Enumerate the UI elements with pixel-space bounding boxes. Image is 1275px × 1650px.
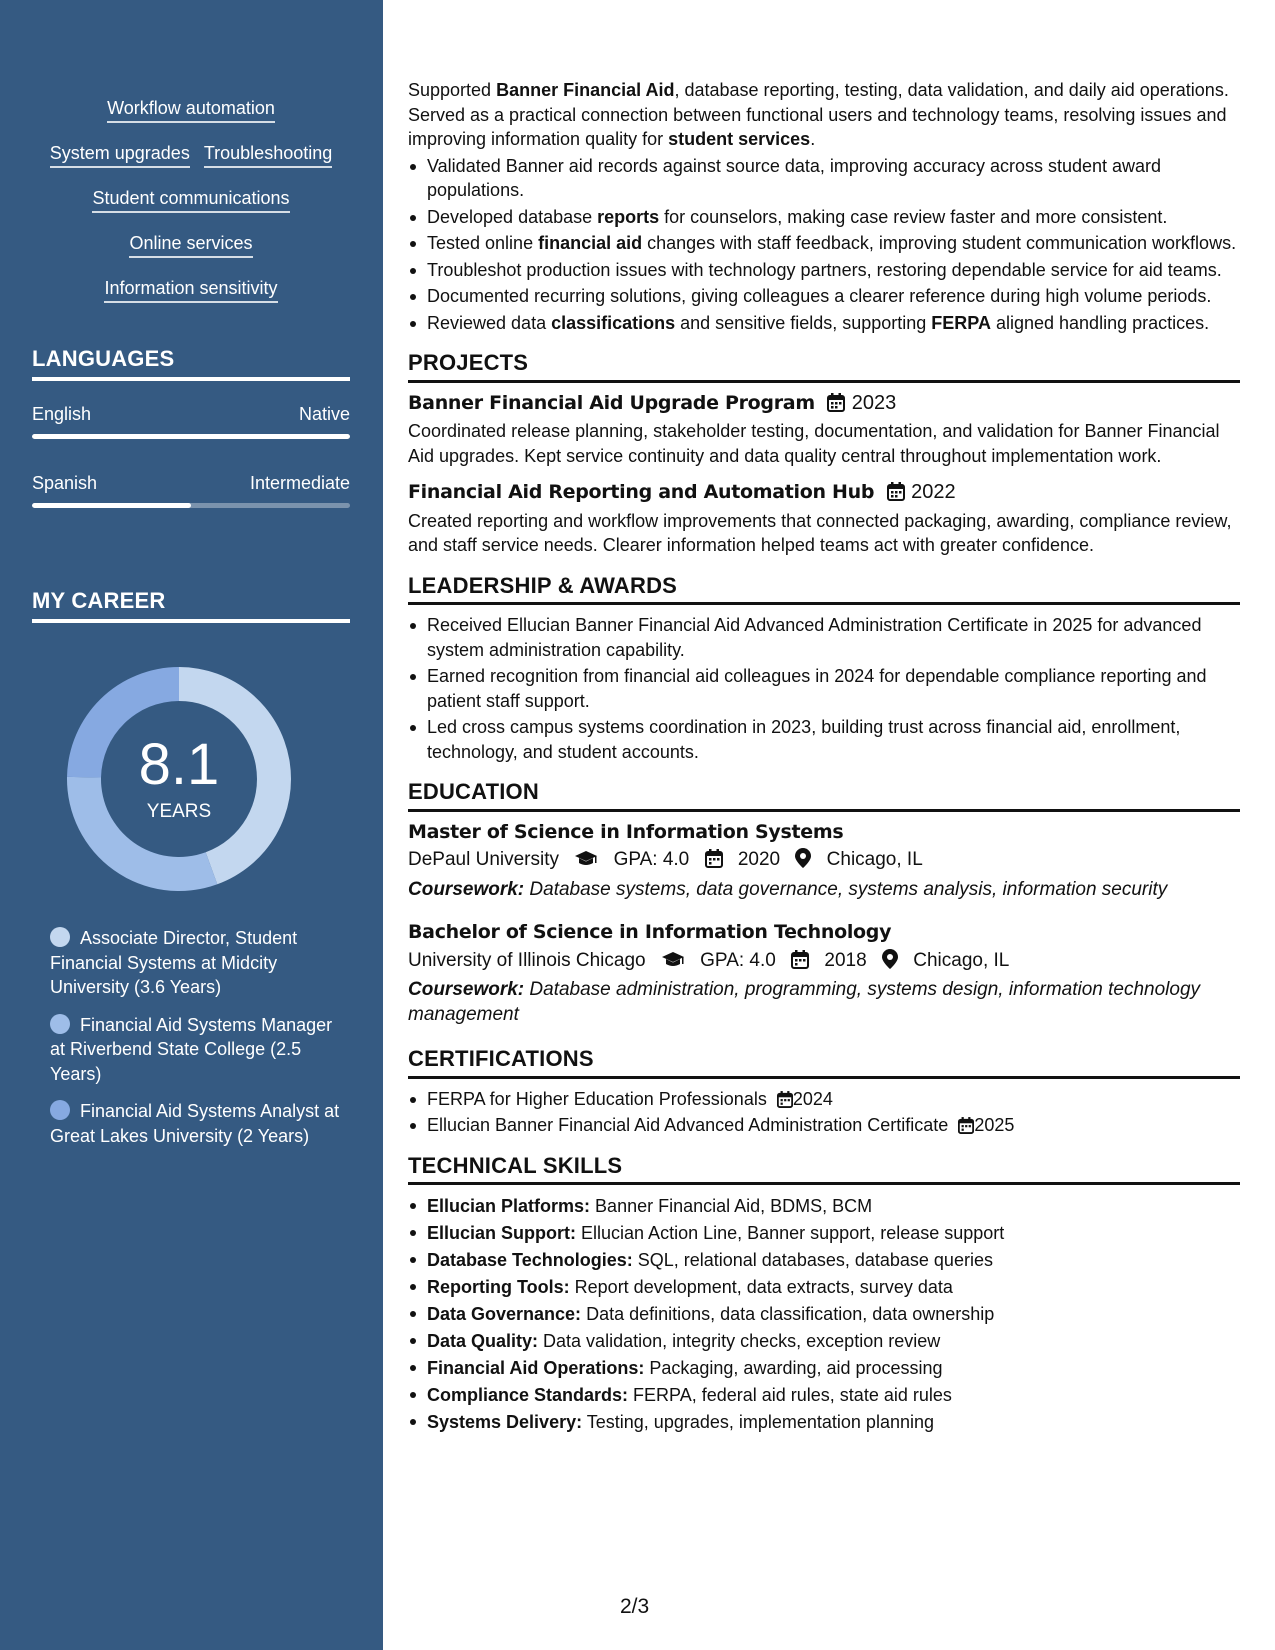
graduation-year: 2018 bbox=[824, 949, 867, 971]
technical-skills-heading: TECHNICAL SKILLS bbox=[408, 1154, 1240, 1186]
list-item: Tested online financial aid changes with staff feedback, improving student communication workflows. bbox=[408, 231, 1240, 256]
certification-name: Ellucian Banner Financial Aid Advanced Administration Certificate bbox=[427, 1115, 949, 1135]
gpa: GPA: 4.0 bbox=[613, 849, 690, 870]
list-item: Reviewed data classifications and sensitive fields, supporting FERPA aligned handling practices. bbox=[408, 311, 1240, 336]
certification-name: FERPA for Higher Education Professionals bbox=[427, 1088, 767, 1109]
career-item-text: Associate Director, Student Financial Systems at Midcity University (3.6 Years) bbox=[50, 928, 298, 997]
education-item bbox=[408, 820, 1240, 903]
career-item bbox=[50, 1099, 340, 1148]
career-item-text: Financial Aid Systems Manager at Riverbend State College (2.5 Years) bbox=[50, 1014, 333, 1084]
project-title: Financial Aid Reporting and Automation Hub bbox=[408, 481, 875, 503]
language-name: Spanish bbox=[32, 473, 98, 493]
project-item bbox=[408, 391, 1240, 469]
graduation-cap-icon bbox=[661, 951, 685, 969]
language-bar-fill bbox=[32, 434, 350, 439]
language-spanish bbox=[32, 473, 350, 508]
leadership-heading: LEADERSHIP & AWARDS bbox=[408, 574, 1240, 606]
language-bar-fill bbox=[32, 503, 191, 508]
language-bar bbox=[32, 434, 350, 439]
career-list bbox=[50, 926, 340, 1161]
list-item bbox=[408, 1113, 1240, 1138]
list-item: Ellucian Platforms: Banner Financial Aid, BDMS, BCM bbox=[408, 1193, 1240, 1220]
language-level: Native bbox=[298, 404, 350, 424]
list-item: Systems Delivery: Testing, upgrades, implementation planning bbox=[408, 1409, 1240, 1436]
location: Chicago, IL bbox=[913, 949, 1010, 971]
list-item: Database Technologies: SQL, relational databases, database queries bbox=[408, 1247, 1240, 1274]
list-item: Compliance Standards: FERPA, federal aid rules, state aid rules bbox=[408, 1382, 1240, 1409]
project-item bbox=[408, 480, 1240, 558]
skill-tag: Information sensitivity bbox=[104, 277, 277, 303]
career-total-years: 8.1 bbox=[138, 732, 220, 797]
graduation-year: 2020 bbox=[737, 849, 781, 870]
gpa: GPA: 4.0 bbox=[700, 949, 776, 971]
project-description: Coordinated release planning, stakeholder testing, documentation, and validation for Banner Financial Aid upgrades. Kept service continuity and data quality central throughout implementation work. bbox=[408, 421, 1220, 466]
list-item: Documented recurring solutions, giving colleagues a clearer reference during high volume periods. bbox=[408, 284, 1240, 309]
list-item: Led cross campus systems coordination in 2023, building trust across financial aid, enrollment, technology, and student accounts. bbox=[408, 715, 1240, 764]
projects-heading: PROJECTS bbox=[408, 351, 1240, 383]
project-title: Banner Financial Aid Upgrade Program bbox=[408, 391, 815, 414]
skill-tag: Troubleshooting bbox=[204, 142, 332, 168]
calendar-icon bbox=[777, 1091, 793, 1108]
school-name: DePaul University bbox=[408, 849, 559, 870]
list-item: Data Governance: Data definitions, data classification, data ownership bbox=[408, 1301, 1240, 1328]
certifications-list bbox=[408, 1087, 1240, 1138]
career-total-unit: YEARS bbox=[146, 801, 212, 822]
list-item: Reporting Tools: Report development, data extracts, survey data bbox=[408, 1274, 1240, 1301]
degree-title: Master of Science in Information Systems bbox=[408, 820, 844, 843]
language-bar bbox=[32, 503, 350, 508]
list-item: Validated Banner aid records against source data, improving accuracy across student award populations. bbox=[408, 154, 1240, 203]
calendar-icon bbox=[958, 1117, 974, 1134]
education-heading: EDUCATION bbox=[408, 780, 1240, 812]
project-year: 2022 bbox=[911, 481, 956, 503]
experience-bullets bbox=[408, 154, 1240, 336]
language-level: Intermediate bbox=[249, 473, 350, 493]
skill-tag: System upgrades bbox=[50, 142, 190, 168]
certification-year: 2025 bbox=[974, 1115, 1015, 1135]
coursework: Coursework: Database administration, programming, systems design, information technology management bbox=[408, 979, 1201, 1025]
list-item bbox=[408, 1087, 1240, 1112]
language-name: English bbox=[32, 404, 92, 424]
list-item: Ellucian Support: Ellucian Action Line, Banner support, release support bbox=[408, 1220, 1240, 1247]
career-item-text: Financial Aid Systems Analyst at Great Lakes University (2 Years) bbox=[50, 1101, 340, 1146]
career-item bbox=[50, 926, 340, 1000]
career-item bbox=[50, 1013, 340, 1087]
leadership-list bbox=[408, 613, 1240, 764]
list-item: Troubleshot production issues with technology partners, restoring dependable service for aid teams. bbox=[408, 258, 1240, 283]
page-number: 2/3 bbox=[620, 1595, 650, 1618]
language-english bbox=[32, 404, 350, 439]
list-item: Developed database reports for counselors, making case review faster and more consistent. bbox=[408, 205, 1240, 230]
calendar-icon bbox=[791, 950, 809, 969]
certifications-heading: CERTIFICATIONS bbox=[408, 1047, 1240, 1079]
experience-summary: Supported Banner Financial Aid, database reporting, testing, data validation, and daily aid operations. Served as a practical connection between functional users and technology teams, resolving issues and improving information quality for student services. bbox=[408, 80, 1229, 149]
list-item: Data Quality: Data validation, integrity checks, exception review bbox=[408, 1328, 1240, 1355]
location: Chicago, IL bbox=[826, 849, 923, 870]
languages-heading: LANGUAGES bbox=[32, 346, 350, 381]
technical-skills-list bbox=[408, 1193, 1240, 1436]
coursework: Coursework: Database systems, data governance, systems analysis, information security bbox=[408, 878, 1168, 900]
sidebar bbox=[0, 0, 383, 1650]
list-item: Received Ellucian Banner Financial Aid Advanced Administration Certificate in 2025 for advanced system administration capability. bbox=[408, 613, 1240, 662]
project-year: 2023 bbox=[851, 391, 897, 414]
calendar-icon bbox=[705, 849, 723, 868]
calendar-icon bbox=[887, 482, 905, 501]
degree-title: Bachelor of Science in Information Technology bbox=[408, 921, 892, 943]
skill-tag: Workflow automation bbox=[107, 97, 275, 123]
career-dot-icon bbox=[50, 1100, 70, 1120]
skill-tag: Student communications bbox=[92, 187, 289, 213]
skill-tags bbox=[32, 86, 350, 311]
school-name: University of Illinois Chicago bbox=[408, 949, 646, 971]
career-dot-icon bbox=[50, 1014, 70, 1034]
skill-tag: Online services bbox=[129, 232, 252, 258]
career-donut-chart bbox=[65, 665, 293, 893]
project-description: Created reporting and workflow improvements that connected packaging, awarding, compliance review, and staff service needs. Clearer information helped teams act with greater confidence. bbox=[408, 510, 1232, 555]
calendar-icon bbox=[827, 393, 845, 412]
career-dot-icon bbox=[50, 927, 70, 947]
certification-year: 2024 bbox=[792, 1088, 833, 1109]
graduation-cap-icon bbox=[574, 850, 598, 868]
location-pin-icon bbox=[795, 848, 811, 868]
list-item: Financial Aid Operations: Packaging, awarding, aid processing bbox=[408, 1355, 1240, 1382]
career-heading: MY CAREER bbox=[32, 588, 350, 623]
education-item bbox=[408, 920, 1240, 1027]
location-pin-icon bbox=[882, 949, 898, 969]
list-item: Earned recognition from financial aid colleagues in 2024 for dependable compliance reporting and patient staff support. bbox=[408, 664, 1240, 713]
main-content bbox=[408, 78, 1240, 1436]
